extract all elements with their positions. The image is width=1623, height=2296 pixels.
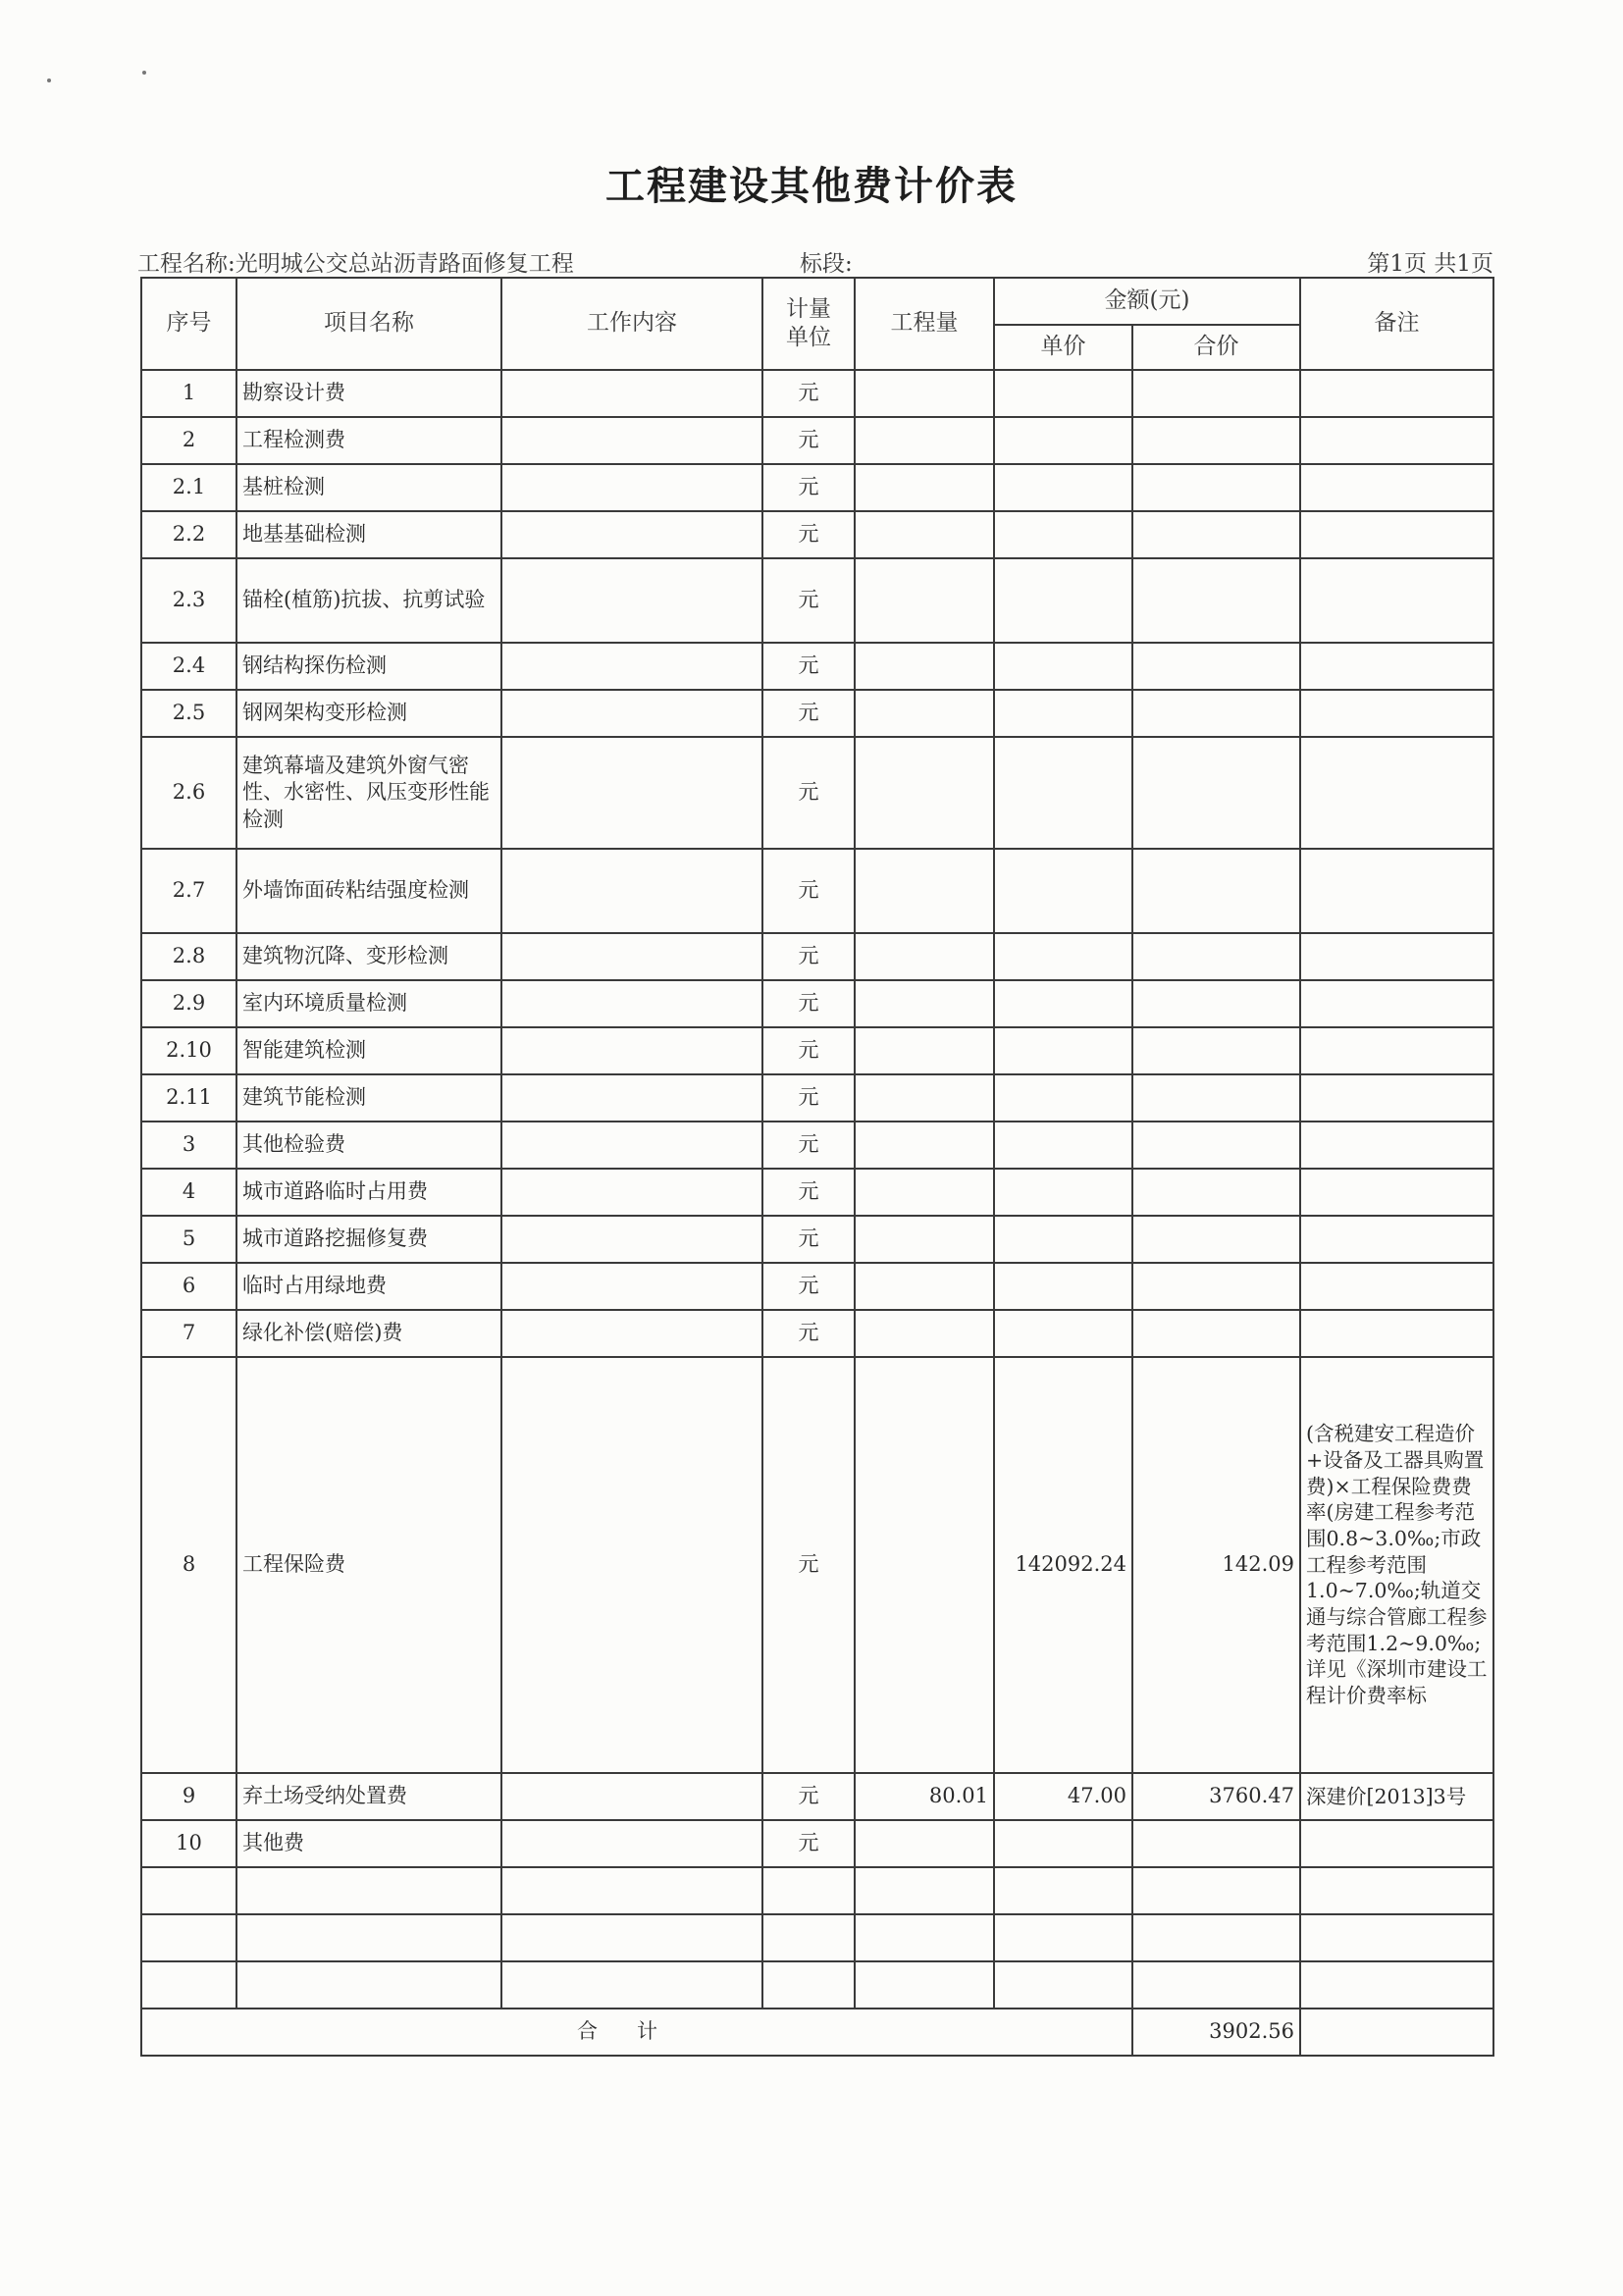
- table-row: [141, 417, 1493, 464]
- cell-unit-price: [994, 1867, 1132, 1914]
- table-row: [141, 1961, 1493, 2009]
- cell-seq: [141, 1867, 236, 1914]
- cell-unit: 元: [762, 849, 855, 933]
- cell-remark: [1300, 737, 1493, 849]
- total-label: 合计: [141, 2009, 1132, 2056]
- cell-unit: 元: [762, 1216, 855, 1263]
- cell-work-content: [501, 737, 762, 849]
- cell-seq: [141, 1914, 236, 1961]
- cell-unit: 元: [762, 511, 855, 558]
- cell-total-price: [1132, 1914, 1300, 1961]
- header-amount: 金额(元): [994, 278, 1300, 325]
- cell-remark: [1300, 1914, 1493, 1961]
- cell-work-content: [501, 1310, 762, 1357]
- cell-work-content: [501, 1820, 762, 1867]
- cell-remark: 深建价[2013]3号: [1300, 1773, 1493, 1820]
- total-row: [141, 2009, 1493, 2056]
- cell-seq: 2.9: [141, 980, 236, 1027]
- cell-quantity: [855, 849, 994, 933]
- cell-quantity: [855, 1074, 994, 1122]
- cell-quantity: [855, 558, 994, 643]
- cell-unit: 元: [762, 933, 855, 980]
- cell-seq: [141, 1961, 236, 2009]
- table-row: [141, 1027, 1493, 1074]
- cell-unit-price: [994, 1263, 1132, 1310]
- cell-unit: 元: [762, 737, 855, 849]
- cell-item-name: 勘察设计费: [236, 370, 501, 417]
- cell-unit: 元: [762, 1169, 855, 1216]
- cell-unit-price: [994, 1074, 1132, 1122]
- cell-item-name: [236, 1914, 501, 1961]
- table-row: [141, 737, 1493, 849]
- cell-seq: 2.11: [141, 1074, 236, 1122]
- cell-remark: [1300, 1820, 1493, 1867]
- cell-unit-price: [994, 1122, 1132, 1169]
- cell-seq: 2.4: [141, 643, 236, 690]
- cell-work-content: [501, 1867, 762, 1914]
- cell-seq: 2.8: [141, 933, 236, 980]
- cell-quantity: [855, 737, 994, 849]
- table-row: [141, 1074, 1493, 1122]
- table-row: [141, 643, 1493, 690]
- table-row: [141, 1122, 1493, 1169]
- cell-work-content: [501, 511, 762, 558]
- table-row: [141, 1867, 1493, 1914]
- header-work-content: 工作内容: [501, 278, 762, 370]
- table-row: [141, 1310, 1493, 1357]
- scan-speck: [47, 78, 51, 82]
- cell-unit-price: [994, 933, 1132, 980]
- table-row: [141, 558, 1493, 643]
- cell-total-price: [1132, 1310, 1300, 1357]
- cell-total-price: [1132, 1263, 1300, 1310]
- page-title: 工程建设其他费计价表: [605, 163, 1018, 209]
- cell-remark: [1300, 980, 1493, 1027]
- total-remark: [1300, 2009, 1493, 2056]
- cell-seq: 10: [141, 1820, 236, 1867]
- cell-unit: 元: [762, 464, 855, 511]
- cell-work-content: [501, 1357, 762, 1773]
- cell-total-price: 3760.47: [1132, 1773, 1300, 1820]
- cell-quantity: [855, 1820, 994, 1867]
- cell-quantity: [855, 511, 994, 558]
- cell-total-price: [1132, 690, 1300, 737]
- cell-unit-price: [994, 464, 1132, 511]
- cell-seq: 2.6: [141, 737, 236, 849]
- cell-unit: 元: [762, 1310, 855, 1357]
- cell-remark: [1300, 1263, 1493, 1310]
- cell-item-name: 地基基础检测: [236, 511, 501, 558]
- cell-quantity: [855, 1310, 994, 1357]
- cell-seq: 9: [141, 1773, 236, 1820]
- cell-quantity: [855, 1357, 994, 1773]
- cell-seq: 2.5: [141, 690, 236, 737]
- cell-item-name: 室内环境质量检测: [236, 980, 501, 1027]
- cell-work-content: [501, 1216, 762, 1263]
- cell-work-content: [501, 1914, 762, 1961]
- cell-quantity: [855, 690, 994, 737]
- cell-unit-price: [994, 1310, 1132, 1357]
- cell-work-content: [501, 558, 762, 643]
- cell-item-name: 城市道路临时占用费: [236, 1169, 501, 1216]
- cell-seq: 8: [141, 1357, 236, 1773]
- cell-unit: 元: [762, 1263, 855, 1310]
- scan-speck: [142, 71, 146, 75]
- cell-work-content: [501, 1169, 762, 1216]
- cell-item-name: 钢结构探伤检测: [236, 643, 501, 690]
- cell-work-content: [501, 690, 762, 737]
- cell-item-name: 工程保险费: [236, 1357, 501, 1773]
- table-row: [141, 1357, 1493, 1773]
- cell-total-price: [1132, 849, 1300, 933]
- cell-item-name: 钢网架构变形检测: [236, 690, 501, 737]
- cell-item-name: 建筑幕墙及建筑外窗气密性、水密性、风压变形性能检测: [236, 737, 501, 849]
- cell-quantity: [855, 1867, 994, 1914]
- cell-work-content: [501, 1122, 762, 1169]
- cell-unit-price: [994, 558, 1132, 643]
- cell-remark: [1300, 1867, 1493, 1914]
- cell-total-price: [1132, 980, 1300, 1027]
- cell-seq: 2.7: [141, 849, 236, 933]
- cell-seq: 6: [141, 1263, 236, 1310]
- cell-total-price: [1132, 370, 1300, 417]
- cell-work-content: [501, 370, 762, 417]
- cell-quantity: [855, 464, 994, 511]
- cell-total-price: 142.09: [1132, 1357, 1300, 1773]
- cell-remark: [1300, 511, 1493, 558]
- cell-seq: 4: [141, 1169, 236, 1216]
- cell-seq: 2: [141, 417, 236, 464]
- table-row: [141, 1773, 1493, 1820]
- cell-seq: 2.1: [141, 464, 236, 511]
- cell-unit-price: [994, 1820, 1132, 1867]
- cell-remark: [1300, 1961, 1493, 2009]
- cell-remark: [1300, 1310, 1493, 1357]
- cell-unit: 元: [762, 370, 855, 417]
- cell-unit: 元: [762, 1122, 855, 1169]
- cell-quantity: 80.01: [855, 1773, 994, 1820]
- cell-total-price: [1132, 417, 1300, 464]
- total-value: 3902.56: [1132, 2009, 1300, 2056]
- cell-item-name: 建筑物沉降、变形检测: [236, 933, 501, 980]
- cell-unit-price: [994, 417, 1132, 464]
- cell-unit: 元: [762, 690, 855, 737]
- cell-unit-price: [994, 1027, 1132, 1074]
- project-name: 工程名称:光明城公交总站沥青路面修复工程: [137, 251, 574, 277]
- cell-item-name: 外墙饰面砖粘结强度检测: [236, 849, 501, 933]
- cell-unit: 元: [762, 558, 855, 643]
- cell-unit: 元: [762, 1773, 855, 1820]
- cell-quantity: [855, 980, 994, 1027]
- cell-unit: 元: [762, 980, 855, 1027]
- cell-item-name: [236, 1867, 501, 1914]
- cell-work-content: [501, 643, 762, 690]
- cell-work-content: [501, 849, 762, 933]
- cell-remark: [1300, 464, 1493, 511]
- header-total-price: 合价: [1132, 325, 1300, 370]
- cell-quantity: [855, 370, 994, 417]
- cell-item-name: 弃土场受纳处置费: [236, 1773, 501, 1820]
- header-unit: 计量 单位: [762, 278, 855, 370]
- table-body: [141, 370, 1493, 2009]
- header-quantity: 工程量: [855, 278, 994, 370]
- cell-remark: [1300, 1027, 1493, 1074]
- cell-total-price: [1132, 933, 1300, 980]
- cell-unit: 元: [762, 643, 855, 690]
- cell-remark: [1300, 1074, 1493, 1122]
- header-remark: 备注: [1300, 278, 1493, 370]
- cell-total-price: [1132, 511, 1300, 558]
- cell-work-content: [501, 1074, 762, 1122]
- table-row: [141, 1263, 1493, 1310]
- cell-item-name: 智能建筑检测: [236, 1027, 501, 1074]
- table-row: [141, 1216, 1493, 1263]
- cell-total-price: [1132, 1216, 1300, 1263]
- cell-total-price: [1132, 558, 1300, 643]
- cell-unit-price: [994, 1216, 1132, 1263]
- cell-unit-price: [994, 849, 1132, 933]
- table-row: [141, 690, 1493, 737]
- cell-remark: (含税建安工程造价+设备及工器具购置费)×工程保险费费率(房建工程参考范围0.8~3.0‰;市政工程参考范围1.0~7.0‰;轨道交通与综合管廊工程参考范围1.2~9.0‰;详见《深圳市建设工程计价费率标: [1300, 1357, 1493, 1773]
- cell-seq: 5: [141, 1216, 236, 1263]
- cell-unit: [762, 1961, 855, 2009]
- cell-total-price: [1132, 1122, 1300, 1169]
- cell-total-price: [1132, 1169, 1300, 1216]
- cell-unit: 元: [762, 1820, 855, 1867]
- cell-seq: 2.10: [141, 1027, 236, 1074]
- cell-unit-price: [994, 1169, 1132, 1216]
- cell-total-price: [1132, 1820, 1300, 1867]
- header-seq: 序号: [141, 278, 236, 370]
- cell-seq: 2.3: [141, 558, 236, 643]
- header-unit-price: 单价: [994, 325, 1132, 370]
- cell-seq: 2.2: [141, 511, 236, 558]
- cell-unit: [762, 1914, 855, 1961]
- cell-total-price: [1132, 1961, 1300, 2009]
- cell-item-name: 绿化补偿(赔偿)费: [236, 1310, 501, 1357]
- cell-total-price: [1132, 643, 1300, 690]
- cell-quantity: [855, 1961, 994, 2009]
- cell-quantity: [855, 1914, 994, 1961]
- cell-unit: [762, 1867, 855, 1914]
- cell-unit-price: 47.00: [994, 1773, 1132, 1820]
- cell-quantity: [855, 1122, 994, 1169]
- cell-quantity: [855, 417, 994, 464]
- cell-unit-price: [994, 980, 1132, 1027]
- cell-unit-price: [994, 643, 1132, 690]
- cell-unit: 元: [762, 1357, 855, 1773]
- cell-quantity: [855, 933, 994, 980]
- cell-remark: [1300, 690, 1493, 737]
- cell-seq: 3: [141, 1122, 236, 1169]
- cell-work-content: [501, 933, 762, 980]
- table-row: [141, 1169, 1493, 1216]
- cell-quantity: [855, 1263, 994, 1310]
- header-item-name: 项目名称: [236, 278, 501, 370]
- cell-item-name: 锚栓(植筋)抗拔、抗剪试验: [236, 558, 501, 643]
- section-label: 标段:: [800, 251, 853, 277]
- cell-quantity: [855, 1027, 994, 1074]
- cell-remark: [1300, 370, 1493, 417]
- cell-remark: [1300, 1122, 1493, 1169]
- cell-seq: 1: [141, 370, 236, 417]
- cell-remark: [1300, 558, 1493, 643]
- cell-item-name: 临时占用绿地费: [236, 1263, 501, 1310]
- cell-unit-price: [994, 511, 1132, 558]
- cell-total-price: [1132, 1027, 1300, 1074]
- table-row: [141, 849, 1493, 933]
- table-row: [141, 464, 1493, 511]
- cell-work-content: [501, 417, 762, 464]
- table-row: [141, 933, 1493, 980]
- cell-item-name: 基桩检测: [236, 464, 501, 511]
- cell-total-price: [1132, 464, 1300, 511]
- cell-unit-price: [994, 370, 1132, 417]
- cell-item-name: 城市道路挖掘修复费: [236, 1216, 501, 1263]
- table-row: [141, 1914, 1493, 1961]
- cell-unit-price: [994, 1961, 1132, 2009]
- cell-remark: [1300, 643, 1493, 690]
- cell-work-content: [501, 1773, 762, 1820]
- cell-unit-price: [994, 690, 1132, 737]
- cell-quantity: [855, 643, 994, 690]
- cell-unit: 元: [762, 1074, 855, 1122]
- cell-remark: [1300, 849, 1493, 933]
- cell-total-price: [1132, 1867, 1300, 1914]
- table-row: [141, 370, 1493, 417]
- cell-quantity: [855, 1169, 994, 1216]
- cell-item-name: 其他检验费: [236, 1122, 501, 1169]
- cell-remark: [1300, 1169, 1493, 1216]
- cell-item-name: 工程检测费: [236, 417, 501, 464]
- cell-unit: 元: [762, 417, 855, 464]
- cell-work-content: [501, 1961, 762, 2009]
- cell-item-name: 其他费: [236, 1820, 501, 1867]
- cell-unit-price: [994, 737, 1132, 849]
- cell-item-name: [236, 1961, 501, 2009]
- cell-work-content: [501, 464, 762, 511]
- cell-total-price: [1132, 1074, 1300, 1122]
- table-row: [141, 1820, 1493, 1867]
- cell-unit-price: 142092.24: [994, 1357, 1132, 1773]
- fee-table: [140, 277, 1494, 2057]
- table-row: [141, 511, 1493, 558]
- cell-unit: 元: [762, 1027, 855, 1074]
- cell-remark: [1300, 933, 1493, 980]
- cell-total-price: [1132, 737, 1300, 849]
- cell-quantity: [855, 1216, 994, 1263]
- cell-unit-price: [994, 1914, 1132, 1961]
- cell-remark: [1300, 1216, 1493, 1263]
- table-row: [141, 980, 1493, 1027]
- cell-work-content: [501, 980, 762, 1027]
- cell-work-content: [501, 1027, 762, 1074]
- cell-remark: [1300, 417, 1493, 464]
- cell-item-name: 建筑节能检测: [236, 1074, 501, 1122]
- cell-seq: 7: [141, 1310, 236, 1357]
- page-number: 第1页 共1页: [1367, 251, 1493, 277]
- cell-work-content: [501, 1263, 762, 1310]
